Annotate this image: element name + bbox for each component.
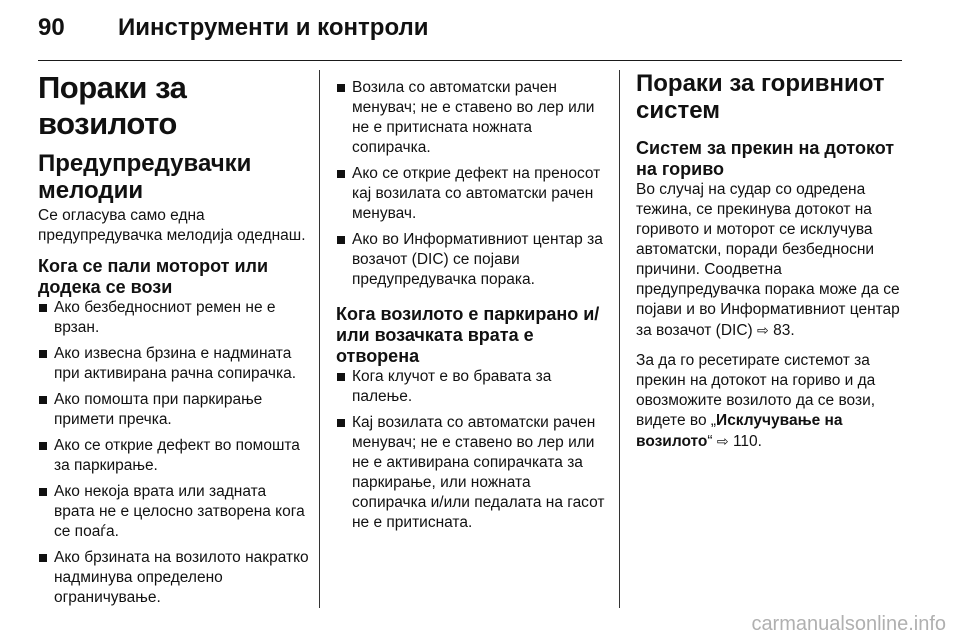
list-item: Ако помошта при паркирање примети пречка.	[38, 390, 310, 430]
bullet-square-icon	[337, 170, 345, 178]
bullet-square-icon	[39, 554, 47, 562]
bullet-square-icon	[337, 373, 345, 381]
running-title: Иинструменти и контроли	[118, 14, 429, 41]
page-reference-icon: ⇨	[757, 322, 769, 338]
list-item: Кај возилата со автоматски рачен менувач; не е ставено во лер или не е активирана сопирачката за паркирање, или ножната сопирачка и/или педалата на гасот не е притисната.	[336, 413, 608, 533]
page-reference[interactable]: 83.	[773, 322, 795, 339]
paragraph: Се огласува само една предупредувачка мелодија одеднаш.	[38, 207, 306, 244]
bullet-square-icon	[39, 304, 47, 312]
paragraph: Во случај на судар со одредена тежина, се прекинува дотокот на горивото и моторот се исклучува автоматски, поради безбедносни причини. Соодветна предупредувачка порака може да се појави и во Информативниот центар за возачот (DIC) ⇨ 83.	[636, 181, 900, 339]
subsection-title-warning-chimes: Предупредувачки мелодии	[38, 150, 252, 204]
page-reference[interactable]: 110.	[732, 433, 762, 450]
subsection-title-starting-driving: Кога се пали моторот или додека се вози	[38, 256, 269, 297]
subsection-title-parked: Кога возилото е паркирано и/или возачката врата е отворена	[336, 304, 600, 366]
list-item: Возила со автоматски рачен менувач; не е ставено во лер или не е притисната ножната сопирачка.	[336, 78, 608, 158]
column-2	[336, 78, 608, 539]
watermark: carmanualsonline.info	[751, 613, 946, 635]
bullet-square-icon	[39, 442, 47, 450]
section-title-fuel-system: Пораки за горивниот систем	[636, 70, 885, 124]
column-divider	[319, 70, 320, 608]
bullet-list	[336, 78, 608, 290]
bullet-square-icon	[39, 396, 47, 404]
list-item: Ако некоја врата или задната врата не е целосно затворена кога се поаѓа.	[38, 482, 310, 542]
bullet-square-icon	[39, 488, 47, 496]
list-item: Ако брзината на возилото накратко надминува определено ограничување.	[38, 548, 310, 608]
list-item: Ако во Информативниот центар за возачот (DIC) се појави предупредувачка порака.	[336, 230, 608, 290]
paragraph: За да го ресетирате системот за прекин на дотокот на гориво и да овозможите возилото да се вози, видете во „Исклучување на возилото“ ⇨ 110.	[636, 352, 876, 450]
page-reference-icon: ⇨	[716, 433, 729, 449]
subsection-title-fuel-cutoff: Систем за прекин на дотокот на гориво	[636, 138, 895, 179]
list-item: Ако се открие дефект во помошта за паркирање.	[38, 436, 310, 476]
bullet-list	[336, 367, 608, 533]
page-number: 90	[38, 14, 65, 41]
column-1	[38, 70, 310, 614]
cross-reference-link[interactable]: Исклучување на возилото	[636, 412, 843, 450]
bullet-square-icon	[337, 236, 345, 244]
header-rule	[38, 60, 902, 61]
column-divider	[619, 70, 620, 608]
bullet-list	[38, 298, 310, 608]
list-item: Ако извесна брзина е надмината при активирана рачна сопирачка.	[38, 344, 310, 384]
column-3	[636, 70, 906, 452]
section-title-vehicle-messages: Пораки за возилото	[38, 70, 187, 141]
list-item: Ако безбедносниот ремен не е врзан.	[38, 298, 310, 338]
list-item: Ако се открие дефект на преносот кај возилата со автоматски рачен менувач.	[336, 164, 608, 224]
list-item: Кога клучот е во бравата за палење.	[336, 367, 608, 407]
bullet-square-icon	[337, 84, 345, 92]
bullet-square-icon	[39, 350, 47, 358]
bullet-square-icon	[337, 419, 345, 427]
